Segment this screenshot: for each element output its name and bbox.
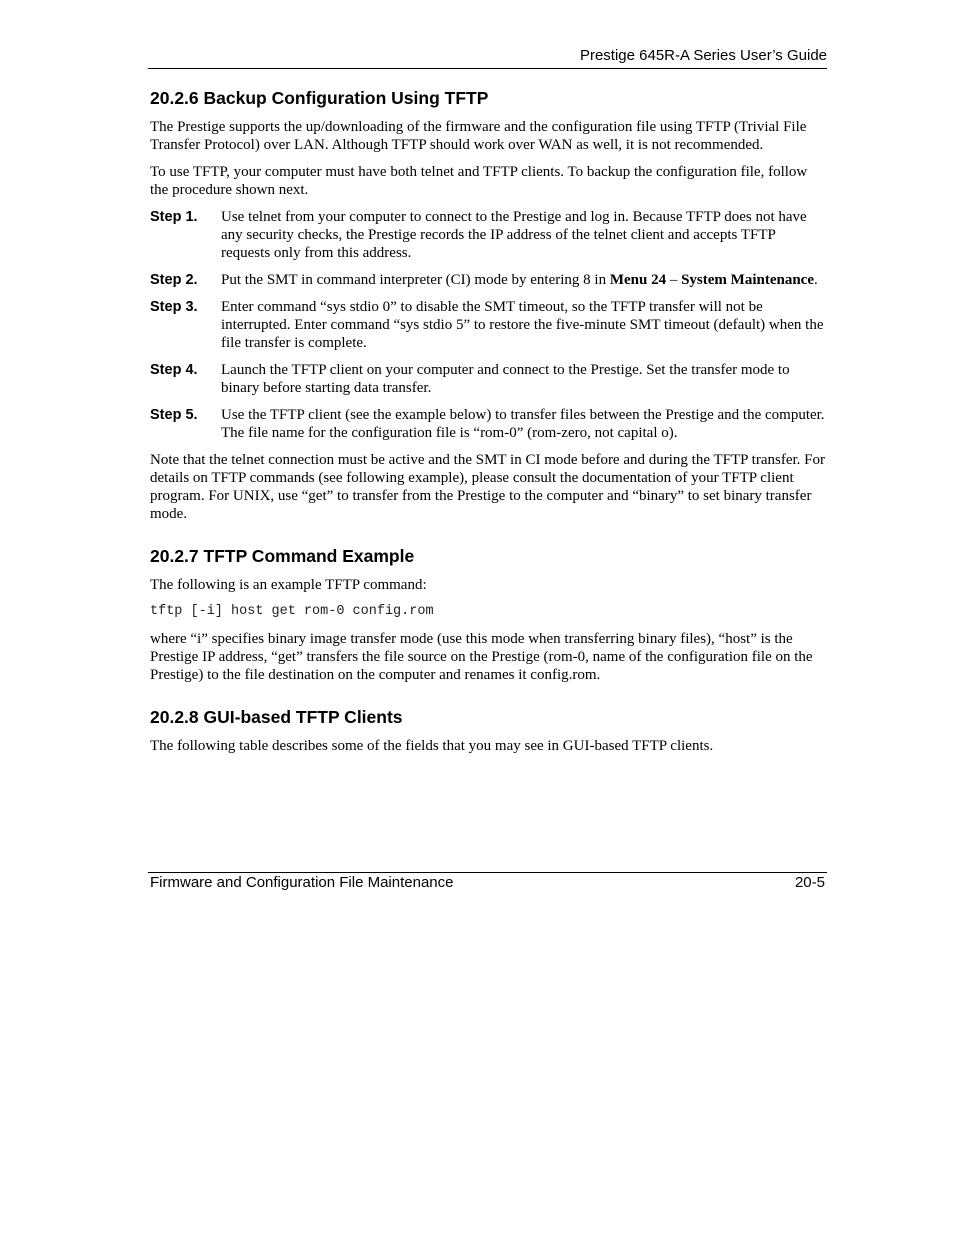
step-1 bbox=[150, 208, 827, 262]
step-text: Enter command “sys stdio 0” to disable the SMT timeout, so the TFTP transfer will not be interrupted. Enter command “sys stdio 5” to restore the five-minute SMT timeout (default) when the file transfer is complete. bbox=[221, 299, 824, 351]
section-heading: 20.2.8 GUI-based TFTP Clients bbox=[150, 707, 403, 727]
paragraph: where “i” specifies binary image transfer mode (use this mode when transferring binary files), “host” is the Prestige IP address, “get” transfers the file source on the Prestige (rom-0, name of the configuration file on the Prestige) to the file destination on the computer and renames it config.rom. bbox=[150, 631, 813, 683]
section-gui-tftp-clients bbox=[150, 705, 827, 755]
menu-name: Menu 24 bbox=[609, 272, 667, 288]
step-3 bbox=[150, 298, 827, 352]
paragraph: To use TFTP, your computer must have both telnet and TFTP clients. To backup the configuration file, follow the procedure shown next. bbox=[150, 164, 808, 198]
section-tftp-command-example bbox=[150, 544, 827, 684]
page-content bbox=[150, 86, 827, 764]
paragraph: The following table describes some of the fields that you may see in GUI-based TFTP clients. bbox=[150, 738, 714, 754]
paragraph: The Prestige supports the up/downloading of the firmware and the configuration file using TFTP (Trivial File Transfer Protocol) over LAN. Although TFTP should work over WAN as well, it is not recommended. bbox=[150, 119, 807, 153]
step-text-part: – bbox=[666, 272, 682, 288]
step-5 bbox=[150, 406, 827, 442]
code-example: tftp [-i] host get rom-0 config.rom bbox=[150, 604, 434, 619]
paragraph: The following is an example TFTP command: bbox=[150, 577, 427, 593]
step-label: Step 1. bbox=[150, 209, 198, 225]
running-header: Prestige 645R-A Series User’s Guide bbox=[579, 47, 827, 64]
page-number: 20-5 bbox=[794, 874, 825, 891]
section-heading: 20.2.6 Backup Configuration Using TFTP bbox=[150, 88, 489, 108]
step-text: Use telnet from your computer to connect to the Prestige and log in. Because TFTP does not have any security checks, the Prestige records the IP address of the telnet client and accepts TFTP requests only from this address. bbox=[221, 209, 807, 261]
step-text: Launch the TFTP client on your computer and connect to the Prestige. Set the transfer mode to binary before starting data transfer. bbox=[221, 362, 790, 396]
step-4 bbox=[150, 361, 827, 397]
step-text: Use the TFTP client (see the example below) to transfer files between the Prestige and the computer. The file name for the configuration file is “rom-0” (rom-zero, not capital o). bbox=[221, 407, 825, 441]
step-label: Step 3. bbox=[150, 299, 198, 315]
step-text-part: Put the SMT in command interpreter (CI) mode by entering 8 in bbox=[221, 272, 610, 288]
footer-chapter-title: Firmware and Configuration File Maintenance bbox=[150, 874, 454, 891]
step-2 bbox=[150, 271, 827, 289]
step-text-part: . bbox=[813, 272, 818, 288]
note-paragraph: Note that the telnet connection must be active and the SMT in CI mode before and during the TFTP transfer. For details on TFTP commands (see following example), please consult the documentation of your TFTP client program. For UNIX, use “get” to transfer from the Prestige to the computer and “binary” to set binary transfer mode. bbox=[150, 452, 825, 522]
footer-rule bbox=[148, 872, 827, 873]
section-heading: 20.2.7 TFTP Command Example bbox=[150, 546, 415, 566]
page-footer bbox=[150, 874, 825, 891]
step-label: Step 4. bbox=[150, 362, 198, 378]
step-text bbox=[221, 271, 827, 289]
step-label: Step 5. bbox=[150, 407, 198, 423]
section-backup-configuration bbox=[150, 86, 827, 523]
header-rule bbox=[148, 68, 827, 69]
step-label: Step 2. bbox=[150, 272, 198, 288]
menu-name: System Maintenance bbox=[681, 272, 814, 288]
